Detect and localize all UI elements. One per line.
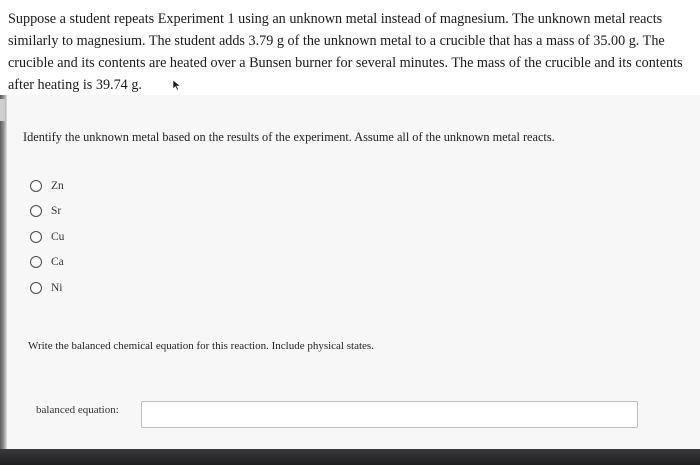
option-label: Zn <box>51 179 64 192</box>
radio-button-icon[interactable] <box>30 256 42 268</box>
option-label: Sr <box>51 205 62 218</box>
radio-button-icon[interactable] <box>30 231 42 243</box>
option-label: Ca <box>51 256 64 269</box>
problem-statement: Suppose a student repeats Experiment 1 using an unknown metal instead of magnesium. The unknown metal reacts similarly to magnesium. The student adds 3.79 g of the unknown metal to a crucible that has a mass of 35.00 g. The crucible and its contents are heated over a Bunsen burner for several minutes. The mass of the crucible and its contents after heating is 39.74 g. <box>8 11 683 93</box>
option-sr[interactable] <box>30 199 64 225</box>
equation-prompt: Write the balanced chemical equation for this reaction. Include physical states. <box>28 340 374 352</box>
radio-button-icon[interactable] <box>30 180 42 192</box>
radio-button-icon[interactable] <box>30 205 42 217</box>
option-label: Ni <box>51 281 63 294</box>
balanced-equation-label: balanced equation: <box>36 404 119 416</box>
bottom-dark-band <box>0 449 700 465</box>
problem-panel <box>0 0 700 95</box>
answer-options <box>30 173 64 301</box>
option-ca[interactable] <box>30 250 64 276</box>
option-label: Cu <box>51 230 65 243</box>
left-edge-sliver <box>0 95 7 449</box>
option-ni[interactable] <box>30 275 64 301</box>
question-prompt: Identify the unknown metal based on the results of the experiment. Assume all of the unknown metal reacts. <box>23 130 555 144</box>
mouse-pointer-icon <box>172 79 182 91</box>
balanced-equation-input[interactable] <box>141 401 638 428</box>
option-cu[interactable] <box>30 224 64 250</box>
radio-button-icon[interactable] <box>30 282 42 294</box>
option-zn[interactable] <box>30 173 64 199</box>
question-panel <box>0 95 700 449</box>
